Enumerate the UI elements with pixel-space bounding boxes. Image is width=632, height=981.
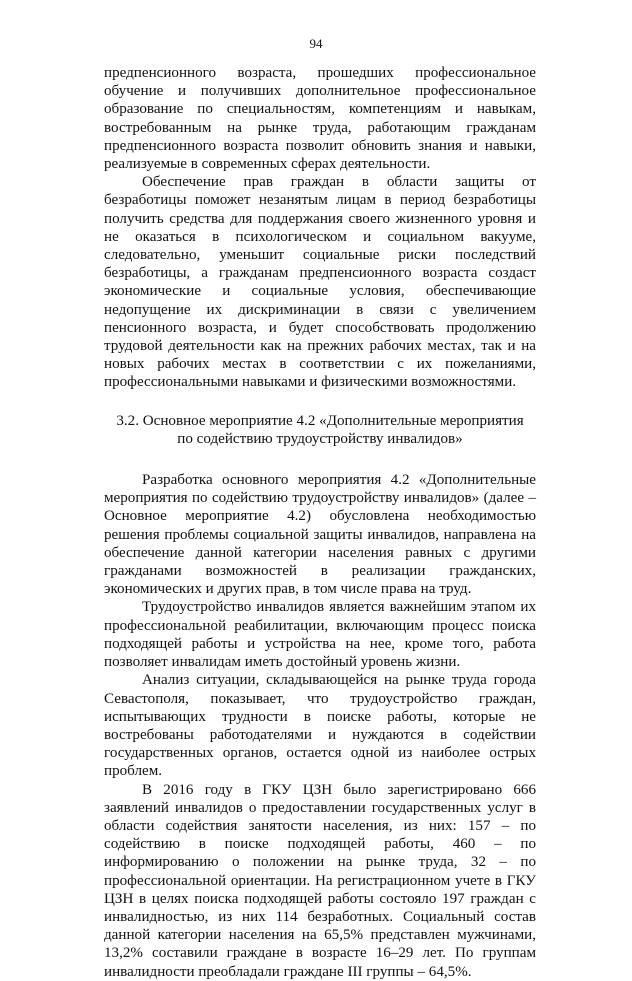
section-heading-line-2: по содействию трудоустройству инвалидов» (177, 430, 463, 447)
paragraph-1: предпенсионного возраста, прошедших профессиональное обучение и получивших дополнительное профессиональное образование по специальностям, компетенциям и навыкам, востребованным на рынке труда, работающим гражданам предпенсионного возраста позволит обновить знания и навыки, реализуемые в современных сферах деятельности. (104, 65, 536, 173)
paragraph-6: В 2016 году в ГКУ ЦЗН было зарегистрировано 666 заявлений инвалидов о предоставлении государственных услуг в области содействия занятости населения, из них: 157 – по содействию в поиске подходящей работы, 460 – по информированию о положении на рынке труда, 32 – по профессиональной ориентации. На регистрационном учете в ГКУ ЦЗН в целях поиска подходящей работы состояло 197 граждан с инвалидностью, из них 114 безработных. Социальный состав данной категории населения на 65,5% представлен мужчинами, 13,2% составили граждане в возрасте 16–29 лет. По группам инвалидности преобладали граждане III группы – 64,5%. (104, 781, 536, 980)
section-heading (104, 412, 536, 448)
page-number: 94 (309, 36, 323, 51)
paragraph-5: Анализ ситуации, складывающейся на рынке труда города Севастополя, показывает, что трудоустройство граждан, испытывающих трудности в поиске работы, которые не востребованы работодателями и нуждаются в содействии государственных органов, остается одной из наиболее острых проблем. (104, 672, 536, 780)
section-heading-line-1: 3.2. Основное мероприятие 4.2 «Дополнительные мероприятия (116, 412, 524, 429)
paragraph-4: Трудоустройство инвалидов является важнейшим этапом их профессиональной реабилитации, включающим процесс поиска подходящей работы и устройства на нее, кроме того, работа позволяет инвалидам иметь достойный уровень жизни. (104, 599, 536, 671)
paragraph-2: Обеспечение прав граждан в области защиты от безработицы поможет незанятым лицам в период безработицы получить средства для поддержания своего жизненного уровня и не оказаться в психологическом и социальном вакууме, следовательно, уменьшит социальные риски последствий безработицы, а гражданам предпенсионного возраста создаст экономические и социальные условия, обеспечивающие недопущение их дискриминации в связи с увеличением пенсионного возраста, и будет способствовать продолжению трудовой деятельности как на прежних рабочих местах, так и на новых рабочих местах в соответствии с их пожеланиями, профессиональными навыками и физическими возможностями. (104, 174, 536, 391)
paragraph-3: Разработка основного мероприятия 4.2 «Дополнительные мероприятия по содействию трудоустройству инвалидов» (далее – Основное мероприятие 4.2) обусловлена необходимостью решения проблемы социальной защиты инвалидов, направлена на обеспечение данной категории населения равных с другими гражданами возможностей в реализации гражданских, экономических и других прав, в том числе права на труд. (104, 472, 536, 598)
document-body (104, 64, 536, 981)
